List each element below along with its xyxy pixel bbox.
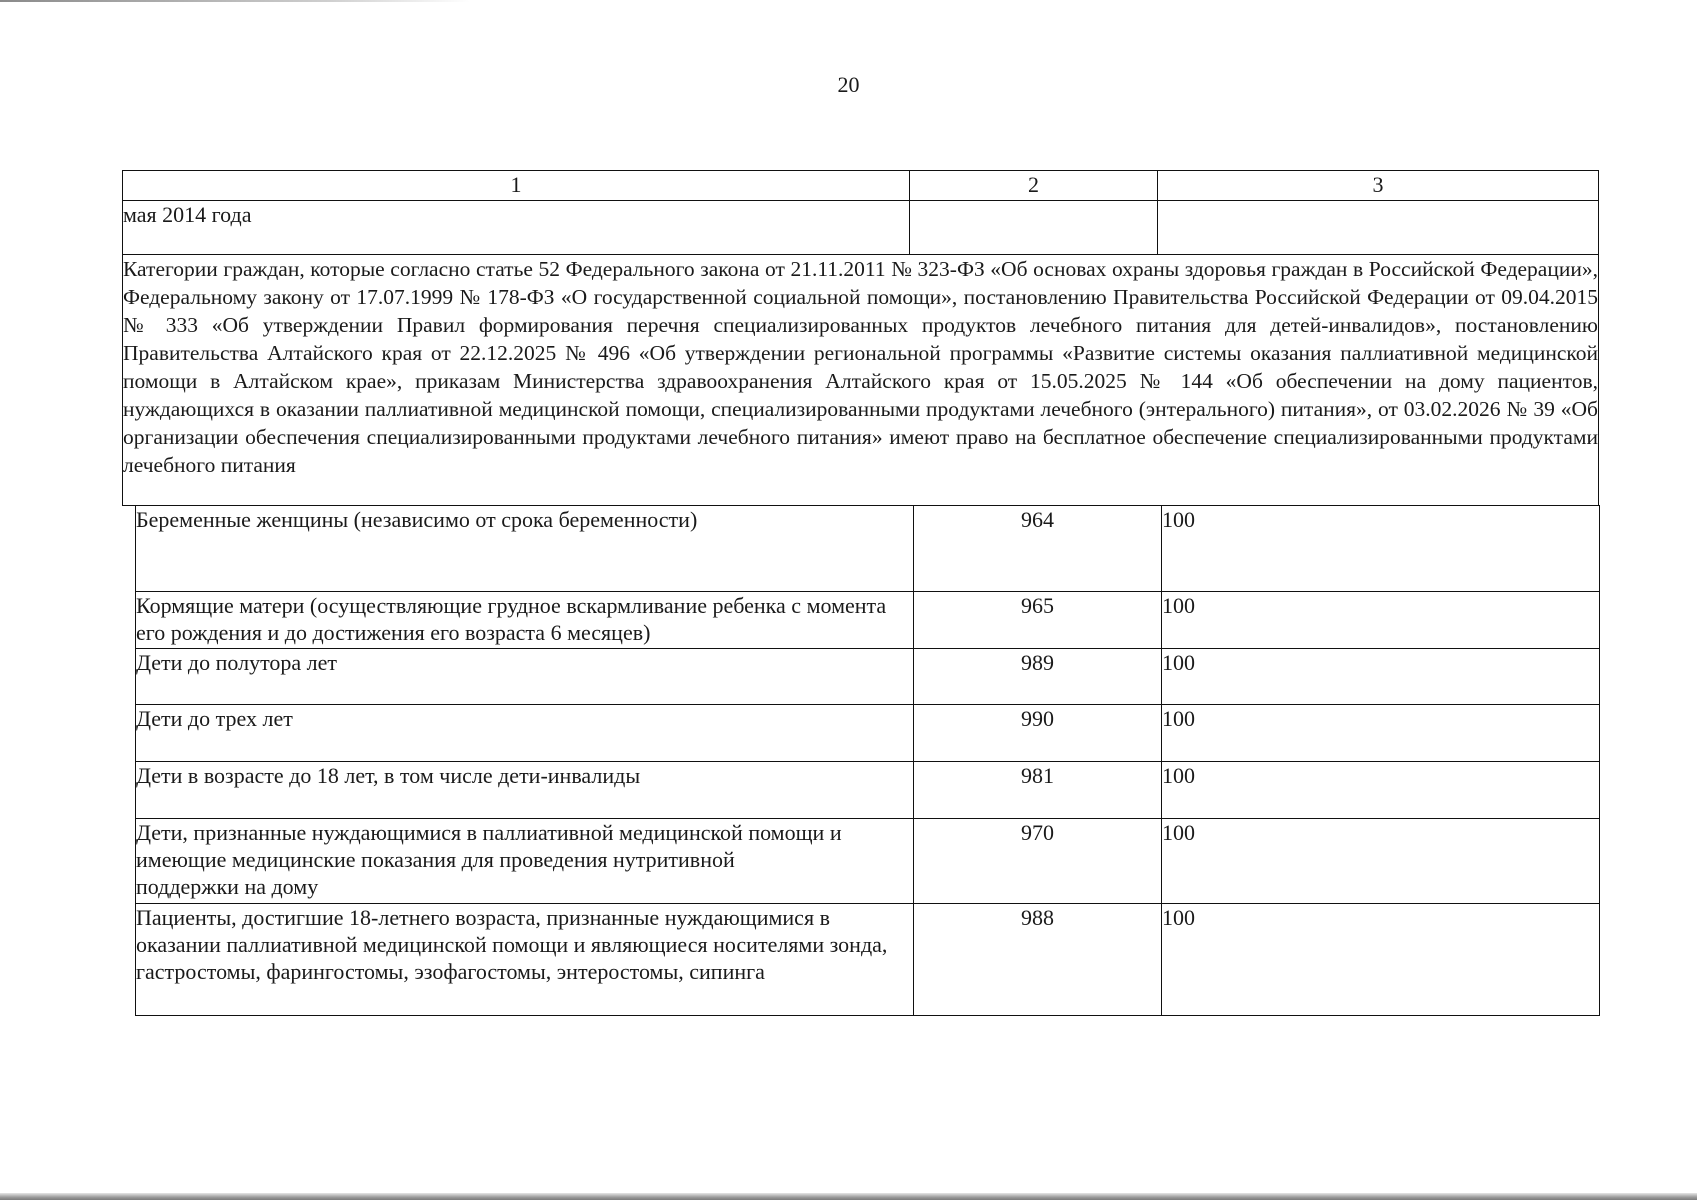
column-number-row [123,171,1599,201]
row-percent: 100 [1162,649,1600,705]
categories-table [135,505,1600,1016]
table-row [136,819,1600,904]
table-header-section [122,170,1599,506]
row-category: Беременные женщины (независимо от срока беременности) [136,506,914,592]
row-percent: 100 [1162,592,1600,649]
row-code: 970 [914,819,1162,904]
row-percent: 100 [1162,705,1600,762]
row-category: Дети, признанные нуждающимися в паллиативной медицинской помощи и имеющие медицинские показания для проведения нутритивной поддержки на дому [136,819,914,904]
continuation-text: мая 2014 года [123,201,910,255]
column-number-3: 3 [1158,171,1599,201]
table-row [136,649,1600,705]
row-category: Кормящие матери (осуществляющие грудное вскармливание ребенка с момента его рождения и до достижения его возраста 6 месяцев) [136,592,914,649]
row-category: Дети до трех лет [136,705,914,762]
table-row [136,592,1600,649]
continuation-row [123,201,1599,255]
row-percent: 100 [1162,762,1600,819]
continuation-code-cell [910,201,1158,255]
row-percent: 100 [1162,904,1600,1016]
row-category: Дети в возрасте до 18 лет, в том числе дети-инвалиды [136,762,914,819]
category-header-text: Категории граждан, которые согласно статье 52 Федерального закона от 21.11.2011 № 323-ФЗ «Об основах охраны здоровья граждан в Российской Федерации», Федеральному закону от 17.07.1999 № 178-ФЗ «О государственной социальной помощи», постановлению Правительства Российской Федерации от 09.04.2015 № 333 «Об утверждении Правил формирования перечня специализированных продуктов лечебного питания для детей-инвалидов», постановлению Правительства Алтайского края от 22.12.2025 № 496 «Об утверждении региональной программы «Развитие системы оказания паллиативной медицинской помощи в Алтайском крае», приказам Министерства здравоохранения Алтайского края от 15.05.2025 № 144 «Об обеспечении на дому пациентов, нуждающихся в оказании паллиативной медицинской помощи, специализированными продуктами лечебного (энтерального) питания», от 03.02.2026 № 39 «Об организации обеспечения специализированными продуктами лечебного питания» имеют право на бесплатное обеспечение специализированными продуктами лечебного питания [123,255,1599,506]
row-category: Пациенты, достигшие 18-летнего возраста, признанные нуждающимися в оказании паллиативной медицинской помощи и являющиеся носителями зонда, гастростомы, фарингостомы, эзофагостомы, энтеростомы, сипинга [136,904,914,1016]
row-code: 989 [914,649,1162,705]
continuation-percent-cell [1158,201,1599,255]
row-percent: 100 [1162,819,1600,904]
row-code: 981 [914,762,1162,819]
table-row [136,705,1600,762]
scan-edge-bottom [0,1193,1697,1200]
row-code: 964 [914,506,1162,592]
row-code: 965 [914,592,1162,649]
row-code: 988 [914,904,1162,1016]
page-number: 20 [837,72,860,97]
scan-edge-top [0,0,470,2]
row-code: 990 [914,705,1162,762]
table-row [136,904,1600,1016]
row-percent: 100 [1162,506,1600,592]
column-number-2: 2 [910,171,1158,201]
table-row [136,762,1600,819]
table-row [136,506,1600,592]
column-number-1: 1 [123,171,910,201]
category-header-row [123,255,1599,506]
row-category: Дети до полутора лет [136,649,914,705]
